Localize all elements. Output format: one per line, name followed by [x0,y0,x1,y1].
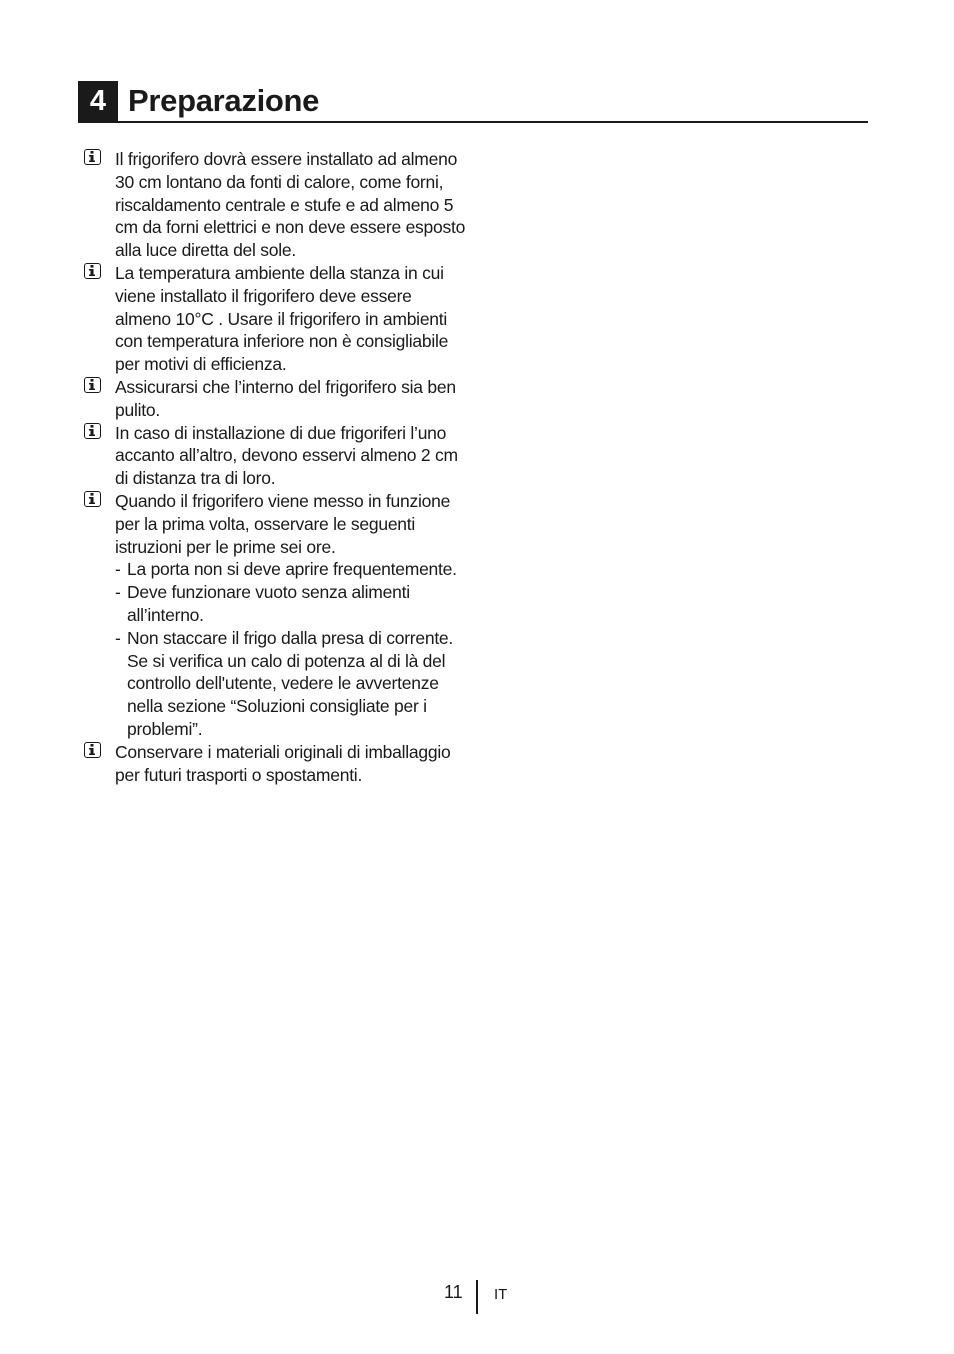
dash: - [115,582,121,603]
sub-list-item [115,581,472,627]
sub-list-item [115,627,472,741]
page-number: 11 [444,1282,463,1302]
list-item-text: Conservare i materiali originali di imballaggio per futuri trasporti o spostamenti. [115,741,451,785]
info-icon [84,491,101,507]
section-title: Preparazione [128,83,320,118]
instructions-list [82,148,472,786]
sub-list-item-text: Deve funzionare vuoto senza alimenti all’interno. [127,582,410,625]
section-number: 4 [78,81,118,121]
language-code: IT [494,1286,508,1303]
info-icon [84,423,101,439]
info-icon [84,742,101,758]
info-icon [84,263,101,279]
list-item [82,741,472,787]
list-item-text: La temperatura ambiente della stanza in cui viene installato il frigorifero deve essere almeno 10°C . Usare il frigorifero in ambienti con temperatura inferiore non è consigliabile per motivi di efficienza. [115,262,449,375]
list-item-text: In caso di installazione di due frigoriferi l’uno accanto all’altro, devono esservi almeno 2 cm di distanza tra di loro. [115,422,458,489]
info-icon [84,149,101,165]
dash: - [115,559,121,580]
sub-list-item [115,558,472,581]
list-item-text: Quando il frigorifero viene messo in funzione per la prima volta, osservare le seguenti istruzioni per le prime sei ore. [115,490,451,557]
sub-list-item-text: Non staccare il frigo dalla presa di corrente. Se si verifica un calo di potenza al di là del controllo dell'utente, vedere le avvertenze nella sezione “Soluzioni consigliate per i problemi”. [127,627,454,739]
list-item [82,262,472,376]
list-item [82,422,472,490]
list-item-text: Assicurarsi che l’interno del frigorifero sia ben pulito. [115,376,456,420]
sub-list-item-text: La porta non si deve aprire frequentemente. [127,559,457,580]
list-item [82,490,472,741]
footer-divider [476,1280,478,1314]
list-item-text: Il frigorifero dovrà essere installato ad almeno 30 cm lontano da fonti di calore, come forni, riscaldamento centrale e stufe e ad almeno 5 cm da forni elettrici e non deve essere esposto alla luce diretta del sole. [115,149,466,261]
dash: - [115,627,121,648]
list-item [82,376,472,422]
list-item [82,148,472,262]
section-header [78,81,868,123]
info-icon [84,377,101,393]
